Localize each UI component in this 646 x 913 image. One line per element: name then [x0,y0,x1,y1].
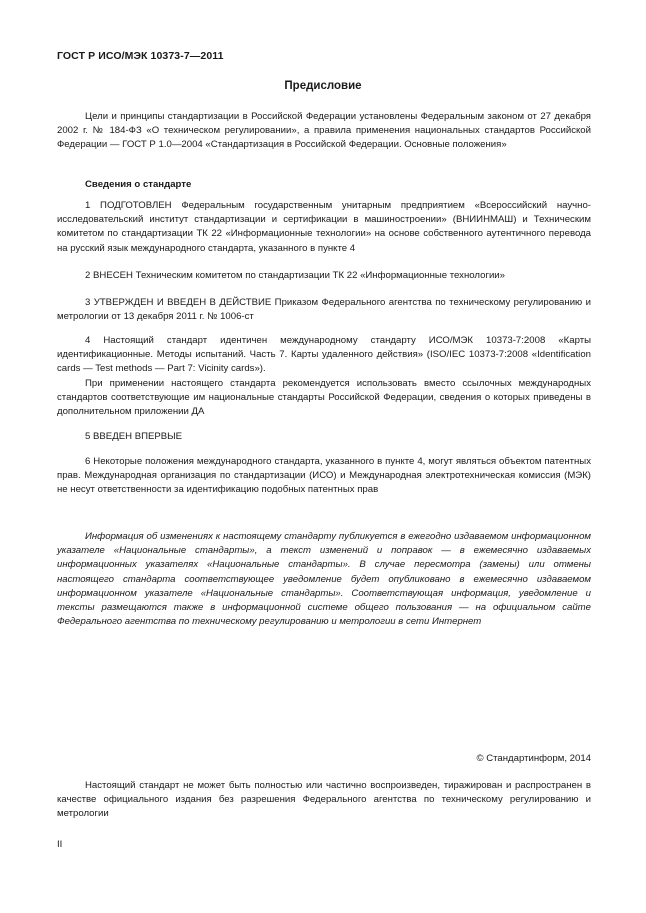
page-number: II [57,839,63,850]
item-6-block [57,455,591,498]
copyright: © Стандартинформ, 2014 [476,753,591,764]
page-title: Предисловие [284,80,362,92]
item-4: 4 Настоящий стандарт идентичен международному стандарту ИСО/МЭК 10373-7:2008 «Карты идентификационные. Методы испытаний. Часть 7. Карты удаленного действия» (ISO/IEC 10373-7:2008 «Identification cards — Test methods — Part 7: Vicinity cards»). [57,335,591,375]
item-3: 3 УТВЕРЖДЕН И ВВЕДЕН В ДЕЙСТВИЕ Приказом Федерального агентства по техническому регулированию и метрологии от 13 декабря 2011 г. № 1006-ст [57,297,591,323]
item-2: 2 ВНЕСЕН Техническим комитетом по стандартизации ТК 22 «Информационные технологии» [85,270,505,281]
item-6: 6 Некоторые положения международного стандарта, указанного в пункте 4, могут являться объектом патентных прав. Международная организация по стандартизации (ИСО) и Международная электротехническая комиссия (МЭК) не несут ответственности за идентификацию подобных патентных прав [57,456,591,496]
reproduction-block [57,779,591,822]
intro-paragraph: Цели и принципы стандартизации в Российской Федерации установлены Федеральным законом от 27 декабря 2002 г. № 184-ФЗ «О техническом регулировании», а правила применения национальных стандартов Российской Федерации — ГОСТ Р 1.0—2004 «Стандартизация в Российской Федерации. Основные положения» [57,111,591,151]
item-1: 1 ПОДГОТОВЛЕН Федеральным государственным унитарным предприятием «Всероссийский научно-исследовательский институт стандартизации и сертификации в машиностроении» (ВНИИНМАШ) и Техническим комитетом по стандартизации ТК 22 «Информационные технологии» на основе собственного аутентичного перевода на русский язык международного стандарта, указанного в пункте 4 [57,200,591,254]
item-5-block [57,430,591,444]
item-1-block [57,199,591,256]
notice-block [57,530,591,629]
item-2-block [57,269,591,283]
reproduction-paragraph: Настоящий стандарт не может быть полностью или частично воспроизведен, тиражирован и распространен в качестве официального издания без разрешения Федерального агентства по техническому регулированию и метрологии [57,780,591,820]
item-3-block [57,296,591,324]
item-4-block [57,334,591,419]
item-5: 5 ВВЕДЕН ВПЕРВЫЕ [85,431,183,442]
item-4-note: При применении настоящего стандарта рекомендуется использовать вместо ссылочных международных стандартов соответствующие им национальные стандарты Российской Федерации, сведения о которых приведены в дополнительном приложении ДА [57,377,591,418]
notice-paragraph: Информация об изменениях к настоящему стандарту публикуется в ежегодно издаваемом информационном указателе «Национальные стандарты», а текст изменений и поправок — в ежемесячно издаваемых информационных указателях «Национальные стандарты». В случае пересмотра (замены) или отмены настоящего стандарта соответствующее уведомление будет опубликовано в ежемесячно издаваемом информационном указателе «Национальные стандарты». Соответствующая информация, уведомление и тексты размещаются также в информационной системе общего пользования — на официальном сайте Федерального агентства по техническому регулированию и метрологии в сети Интернет [57,531,591,628]
document-header: ГОСТ Р ИСО/МЭК 10373-7—2011 [57,50,224,62]
section-heading: Сведения о стандарте [85,179,192,190]
section-heading-block [57,178,591,192]
intro-block [57,110,591,153]
